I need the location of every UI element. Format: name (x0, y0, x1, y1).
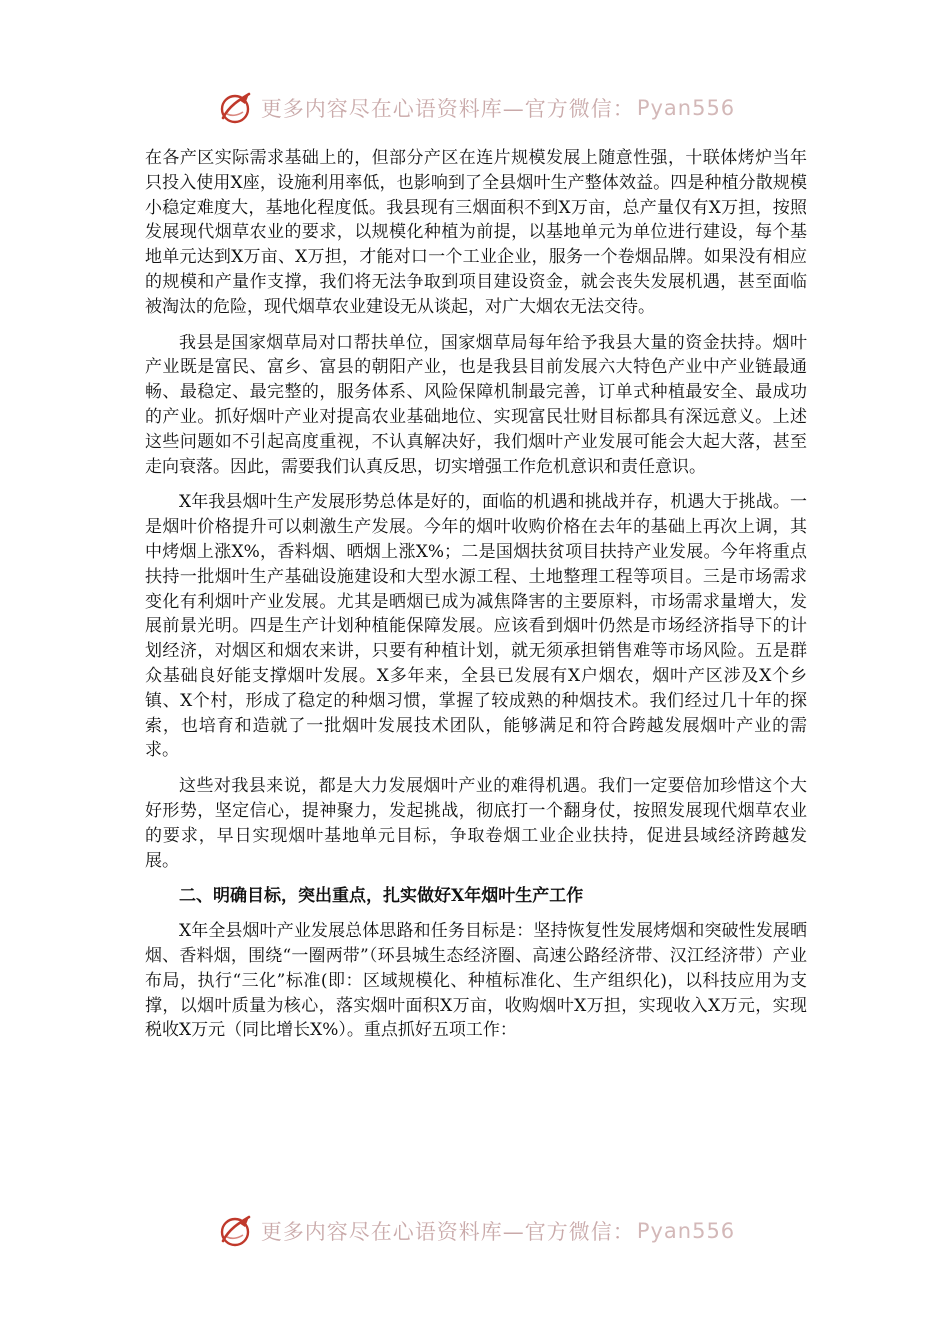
section-heading: 二、明确目标，突出重点，扎实做好X年烟叶生产工作 (179, 886, 584, 907)
footer-watermark-banner (0, 1209, 950, 1253)
header-watermark-banner (0, 86, 950, 130)
pen-nib-swirl-logo-icon (215, 88, 255, 128)
paragraph: 我县是国家烟草局对口帮扶单位，国家烟草局每年给予我县大量的资金扶持。烟叶产业既是富民、富乡、富县的朝阳产业，也是我县目前发展六大特色产业中产业链最通畅、最稳定、最完整的，服务体系、风险保障机制最完善，订单式种植最安全、最成功的产业。抓好烟叶产业对提高农业基础地位、实现富民壮财目标都具有深远意义。上述这些问题如不引起高度重视，不认真解决好，我们烟叶产业发展可能会大起大落，甚至走向衰落。因此，需要我们认真反思，切实增强工作危机意识和责任意识。 (145, 332, 807, 477)
paragraph-continued: 在各产区实际需求基础上的，但部分产区在连片规模发展上随意性强，十联体烤炉当年只投入使用X座，设施利用率低，也影响到了全县烟叶生产整体效益。四是种植分散规模小稳定难度大，基地化程度低。我县现有三烟面积不到X万亩，总产量仅有X万担，按照发展现代烟草农业的要求，以规模化种植为前提，以基地单元为单位进行建设，每个基地单元达到X万亩、X万担，才能对口一个工业企业，服务一个卷烟品牌。如果没有相应的规模和产量作支撑，我们将无法争取到项目建设资金，就会丧失发展机遇，甚至面临被淘汰的危险，现代烟草农业建设无从谈起，对广大烟农无法交待。 (145, 148, 807, 317)
paragraph: X年我县烟叶生产发展形势总体是好的，面临的机遇和挑战并存，机遇大于挑战。一是烟叶价格提升可以刺激生产发展。今年的烟叶收购价格在去年的基础上再次上调，其中烤烟上涨X%，香料烟、晒烟上涨X%；二是国烟扶贫项目扶持产业发展。今年将重点扶持一批烟叶生产基础设施建设和大型水源工程、土地整理工程等项目。三是市场需求变化有利烟叶产业发展。尤其是晒烟已成为减焦降害的主要原料，市场需求量增大，发展前景光明。四是生产计划种植能保障发展。应该看到烟叶仍然是市场经济指导下的计划经济，对烟区和烟农来讲，只要有种植计划，就无须承担销售难等市场风险。五是群众基础良好能支撑烟叶发展。X多年来，全县已发展有X户烟农，烟叶产区涉及X个乡镇、X个村，形成了稳定的种烟习惯，掌握了较成熟的种烟技术。我们经过几十年的探索，也培育和造就了一批烟叶发展技术团队，能够满足和符合跨越发展烟叶产业的需求。 (145, 492, 807, 761)
banner-wechat-handle: Pyan556 (636, 96, 736, 120)
banner-text: 更多内容尽在心语资料库—官方微信： (260, 1220, 635, 1244)
document-body (145, 146, 807, 1054)
banner-wechat-handle: Pyan556 (636, 1219, 736, 1243)
pen-nib-swirl-logo-icon (215, 1211, 255, 1251)
paragraph: 这些对我县来说，都是大力发展烟叶产业的难得机遇。我们一定要倍加珍惜这个大好形势，坚定信心，提神聚力，发起挑战，彻底打一个翻身仗，按照发展现代烟草农业的要求，早日实现烟叶基地单元目标，争取卷烟工业企业扶持，促进县域经济跨越发展。 (145, 776, 807, 871)
paragraph: X年全县烟叶产业发展总体思路和任务目标是：坚持恢复性发展烤烟和突破性发展晒烟、香料烟，围绕“一圈两带”（环县城生态经济圈、高速公路经济带、汉江经济带）产业布局，执行“三化”标准(即：区域规模化、种植标准化、生产组织化)，以科技应用为支撑，以烟叶质量为核心，落实烟叶面积X万亩，收购烟叶X万担，实现收入X万元，实现税收X万元（同比增长X%）。重点抓好五项工作： (145, 921, 807, 1041)
banner-text: 更多内容尽在心语资料库—官方微信： (260, 97, 635, 121)
